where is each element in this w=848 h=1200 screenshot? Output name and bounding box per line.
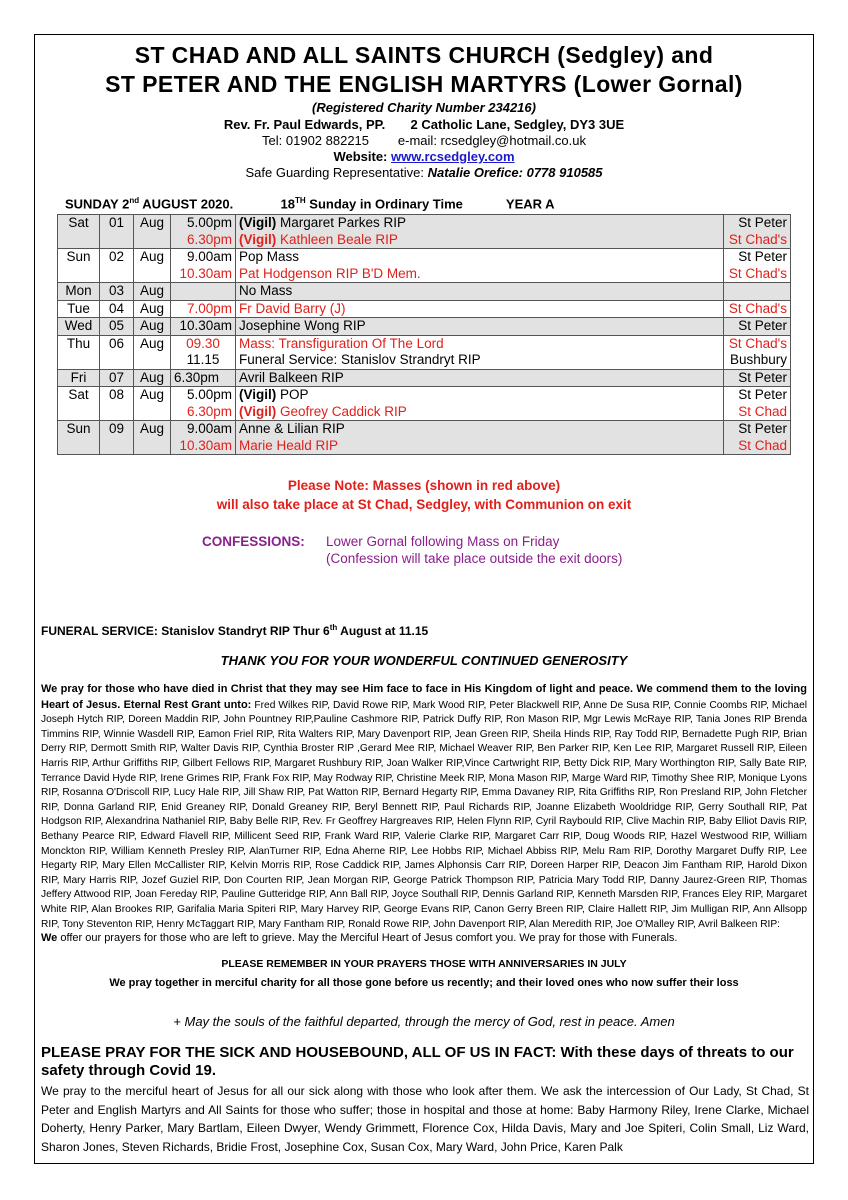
intention-text: Mass: Transfiguration Of The Lord	[239, 335, 444, 351]
schedule-day: Fri	[58, 369, 100, 387]
thanks-heading: THANK YOU FOR YOUR WONDERFUL CONTINUED GENEROSITY	[220, 653, 628, 668]
intention-text: Fr David Barry (J)	[239, 300, 346, 316]
schedule-date: 04	[100, 300, 134, 318]
mass-intention	[239, 232, 720, 249]
mass-church: St Peter	[738, 421, 787, 436]
mass-intention	[239, 421, 720, 438]
schedule-church	[724, 318, 791, 336]
schedule-day: Sat	[58, 387, 100, 421]
schedule-row	[58, 335, 791, 369]
charity-line: We pray together in merciful charity for all those gone before us recently; and their loved ones who now suffer their loss	[109, 977, 739, 989]
safeguarding-line	[0, 165, 848, 180]
mass-intention	[239, 215, 720, 232]
schedule-date: 01	[100, 215, 134, 249]
schedule-intention	[236, 300, 724, 318]
mass-intention	[239, 404, 720, 421]
schedule-row	[58, 369, 791, 387]
schedule-month: Aug	[134, 283, 171, 301]
address: 2 Catholic Lane, Sedgley, DY3 3UE	[410, 117, 625, 132]
schedule-time	[171, 369, 236, 387]
telephone: Tel: 01902 882215	[262, 133, 370, 148]
week-name: Sunday in Ordinary Time	[305, 196, 463, 212]
schedule-date: 02	[100, 249, 134, 283]
intention-text: Geofrey Caddick RIP	[276, 403, 407, 419]
website-label: Website:	[333, 149, 388, 164]
sick-list: We pray to the merciful heart of Jesus for all our sick along with those who look after them. We ask the intercession of Our Lady, St Chad, St Peter and English Martyrs and All Saints for those who suffer; those in hospital and those at home: Baby Harmony Riley, Irene Clarke, Michael Doherty, Henry Parker, Mary Bartlam, Eileen Dwyer, Wendy Grimmett, Florence Cox, Hilda Davis, Mary and Joe Spiteri, Colin Small, Liz Ward, Sharon Jones, Steven Richards, Bridie Frost, Josephine Cox, Susan Cox, Mary Ward, John Price, Karen Palk	[41, 1084, 809, 1154]
mass-intention	[239, 370, 720, 387]
schedule-church	[724, 335, 791, 369]
mass-church: St Peter	[738, 369, 787, 385]
intention-text: Funeral Service: Stanislov Strandryt RIP	[239, 352, 481, 367]
schedule-month: Aug	[134, 318, 171, 336]
funeral-text: FUNERAL SERVICE: Stanislov Standryt RIP Thur 6	[41, 624, 330, 638]
schedule-time	[171, 387, 236, 421]
mass-intention	[239, 387, 720, 404]
mass-schedule-table	[57, 214, 791, 455]
mass-time: 10.30am	[179, 318, 232, 333]
mass-intention	[239, 301, 720, 318]
mass-time: 9.00am	[186, 249, 232, 264]
mass-church: St Chad's	[728, 265, 787, 281]
anniversaries-heading: PLEASE REMEMBER IN YOUR PRAYERS THOSE WITH ANNIVERSARIES IN JULY	[221, 958, 627, 970]
schedule-month: Aug	[134, 215, 171, 249]
charity-number: (Registered Charity Number 234216)	[312, 100, 536, 115]
grieve-line	[41, 932, 677, 944]
schedule-church	[724, 249, 791, 283]
intention-text: No Mass	[239, 283, 293, 298]
schedule-day: Sun	[58, 249, 100, 283]
schedule-intention	[236, 369, 724, 387]
schedule-time	[171, 215, 236, 249]
schedule-church	[724, 283, 791, 301]
mass-time: 11.15	[186, 352, 220, 367]
schedule-date: 05	[100, 318, 134, 336]
mass-time: 09.30	[186, 335, 220, 351]
mass-church: St Peter	[738, 249, 787, 264]
liturgical-year: YEAR A	[505, 196, 555, 212]
schedule-day: Mon	[58, 283, 100, 301]
mass-church: Bushbury	[729, 352, 787, 367]
mass-church: St Chad's	[728, 231, 787, 247]
schedule-time	[171, 421, 236, 455]
vigil-label: (Vigil)	[239, 231, 277, 247]
mass-intention	[239, 283, 720, 300]
schedule-row	[58, 249, 791, 283]
note-line2: will also take place at St Chad, Sedgley, with Communion on exit	[216, 497, 632, 512]
church-title-line1: ST CHAD AND ALL SAINTS CHURCH (Sedgley) and	[134, 42, 714, 68]
mass-time: 6.30pm	[186, 231, 232, 247]
mass-church: St Chad	[738, 437, 787, 453]
schedule-row	[58, 300, 791, 318]
schedule-time	[171, 335, 236, 369]
mass-time: 6.30pm	[186, 403, 232, 419]
mass-time: 5.00pm	[186, 215, 232, 230]
schedule-intention	[236, 318, 724, 336]
intention-text: Josephine Wong RIP	[239, 318, 366, 333]
schedule-day: Thu	[58, 335, 100, 369]
schedule-intention	[236, 249, 724, 283]
schedule-church	[724, 369, 791, 387]
schedule-church	[724, 421, 791, 455]
schedule-date: 08	[100, 387, 134, 421]
confessions-line2: (Confession will take place outside the exit doors)	[326, 551, 623, 566]
mass-time: 10.30am	[179, 437, 232, 453]
safeguarding-label: Safe Guarding Representative:	[245, 165, 424, 180]
schedule-time	[171, 300, 236, 318]
schedule-month: Aug	[134, 387, 171, 421]
priest-name: Rev. Fr. Paul Edwards, PP.	[223, 117, 386, 132]
schedule-day: Wed	[58, 318, 100, 336]
mass-intention	[239, 249, 720, 266]
schedule-row	[58, 421, 791, 455]
schedule-date: 07	[100, 369, 134, 387]
schedule-church	[724, 387, 791, 421]
schedule-church	[724, 300, 791, 318]
week-number: 18	[280, 196, 295, 212]
schedule-church	[724, 215, 791, 249]
schedule-month: Aug	[134, 249, 171, 283]
website-link[interactable]: www.rcsedgley.com	[391, 149, 515, 164]
intention-text: Pat Hodgenson RIP B'D Mem.	[239, 265, 421, 281]
schedule-intention	[236, 215, 724, 249]
mass-time: 5.00pm	[186, 387, 232, 402]
intention-text: Pop Mass	[239, 249, 300, 264]
confessions-line1: Lower Gornal following Mass on Friday	[326, 534, 560, 549]
schedule-time	[171, 318, 236, 336]
mass-intention	[239, 352, 720, 369]
schedule-day: Tue	[58, 300, 100, 318]
week-sup: TH	[294, 196, 306, 205]
intention-text: POP	[276, 387, 309, 402]
schedule-row	[58, 283, 791, 301]
sunday-line	[65, 196, 555, 211]
sick-heading: PLEASE PRAY FOR THE SICK AND HOUSEBOUND, ALL OF US IN FACT: With these days of threats to our safety through Covid 19.	[41, 1044, 794, 1079]
safeguarding-name: Natalie Orefice: 0778 910585	[427, 165, 603, 180]
schedule-intention	[236, 421, 724, 455]
schedule-time	[171, 283, 236, 301]
prayer-for-dead	[41, 682, 807, 932]
intention-text: Avril Balkeen RIP	[239, 369, 344, 385]
schedule-date: 03	[100, 283, 134, 301]
schedule-time	[171, 249, 236, 283]
intention-text: Kathleen Beale RIP	[276, 231, 398, 247]
mass-time: 10.30am	[179, 265, 232, 281]
mass-church: St Peter	[738, 387, 787, 402]
schedule-row	[58, 387, 791, 421]
contact-line	[0, 133, 848, 148]
schedule-date: 09	[100, 421, 134, 455]
schedule-month: Aug	[134, 300, 171, 318]
mass-intention	[239, 318, 720, 335]
confessions-label: CONFESSIONS:	[202, 534, 305, 549]
mass-church: St Peter	[738, 318, 787, 333]
vigil-label: (Vigil)	[239, 387, 277, 402]
website-line	[0, 149, 848, 164]
mass-church: St Chad's	[728, 300, 787, 316]
mass-intention	[239, 438, 720, 455]
schedule-row	[58, 215, 791, 249]
schedule-month: Aug	[134, 421, 171, 455]
intention-text: Margaret Parkes RIP	[276, 215, 407, 230]
church-title-line2: ST PETER AND THE ENGLISH MARTYRS (Lower Gornal)	[105, 71, 743, 97]
schedule-month: Aug	[134, 335, 171, 369]
mass-church: St Peter	[738, 215, 787, 230]
mass-intention	[239, 266, 720, 283]
priest-address	[0, 117, 848, 132]
souls-prayer: + May the souls of the faithful departed, through the mercy of God, rest in peace. Amen	[173, 1014, 675, 1029]
schedule-intention	[236, 283, 724, 301]
vigil-label: (Vigil)	[239, 403, 277, 419]
funeral-time: August at 11.15	[337, 624, 429, 638]
mass-time: 9.00am	[186, 421, 232, 436]
funeral-sup: th	[329, 623, 338, 632]
deceased-names: Fred Wilkes RIP, David Rowe RIP, Mark Wood RIP, Peter Blackwell RIP, Anne De Susa RIP, Connie Coombs RIP, Michael Joseph Hytch RIP, Doreen Maddin RIP, John Pountney RIP,Pauline Cashmore RIP, Patrick Duffy RIP, Ron Mason RIP, Mgr Lewis McRaye RIP, Tania Jones RIP Brenda Timmins RIP, Winnie Wasdell RIP, Eamon Friel RIP, Rita Walters RIP, Mary Davenport RIP, Jean Green RIP, Sheila Hinds RIP, Ray Todd RIP, Bernadette Pugh RIP, Brian Derry RIP, Dermott Smith RIP, Walter Davis RIP, Cynthia Broster RIP ,Gerard Mee RIP, Michael Weaver RIP, Ben Parker RIP, Ken Lee RIP, Margaret Russell RIP, Eileen Harris RIP, Arthur Griffiths RIP, Gilbert Fellows RIP, Margaret Rushbury RIP, Joan Walker RIP,Vince Cartwright RIP, Betty Dick RIP, Mary Worthington RIP, Sally Bate RIP, Terrance David Hyde RIP, Irene Grimes RIP, Frank Fox RIP, May Rodway RIP, Christine Meek RIP, Mona Mason RIP, Marge Ward RIP, Timothy Shee RIP, Monique Lyons RIP, Rosanna O'Driscoll RIP, Lucy Hale RIP, Jill Shaw RIP, Pat Watton RIP, Bernard Hegarty RIP, Emma Davaney RIP, Rita Griffiths RIP, Ron Presland RIP, John Fletcher RIP, Donna Garland RIP, Enid Greaney RIP, Donald Greaney RIP, Beryl Bennett RIP, Paul Richards RIP, Joanne Elizabeth Wooldridge RIP, Gerry Southall RIP, Pat Hodgson RIP, Alexandrina Nathaniel RIP, Baby Belle RIP, Rev. Fr Geoffrey Hargreaves RIP, Helen Flynn RIP, Cyril Raybould RIP, Clive Machin RIP, Baby Elliot Davis RIP, Bethany Pearce RIP, Edward Flavell RIP, Millicent Seed RIP, Frank Ward RIP, Valerie Clarke RIP, Margaret Carr RIP, Doug Woods RIP, Hazel Westwood RIP, William Monckton RIP, William Kenneth Presley RIP, AlanTurner RIP, Edna Aherne RIP, Lee Hobbs RIP, Michael Abbiss RIP, Melu Ram RIP, Dorothy Margaret Duffy RIP, Lee Hegarty RIP, Mary Ellen McCallister RIP, Kelvin Morris RIP, Rose Caddick RIP, James Alphonsis Carr RIP, Doreen Harper RIP, Deacon Jim Fantham RIP, Harold Dixon RIP, Mary Harris RIP, Jozef Guziel RIP, Don Courten RIP, Jean Morgan RIP, George Patrick Thompson RIP, Patricia Mary Todd RIP, Danny Jaurez-Green RIP, Thomas Jeffery Attwood RIP, Joan Fereday RIP, Pauline Gutteridge RIP, Ann Ball RIP, Joyce Southall RIP, Dennis Garland RIP, Kenneth Marsden RIP, Frances Eley RIP, Margaret White RIP, Alan Brookes RIP, Garifalia Maria Spiteri RIP, Mary Harvey RIP, George Evans RIP, Canon Gerry Breen RIP, Claire Hallett RIP, Jim Mulligan RIP, Ann Allsopp RIP, Tony Steventon RIP, Henry McTaggart RIP, Mary Fantham RIP, Ronald Rowe RIP, John Davenport RIP, Alan Meredith RIP, Joe O'Malley RIP, Avril Balkeen RIP:	[41, 699, 808, 930]
mass-church: St Chad	[738, 403, 787, 419]
schedule-day: Sun	[58, 421, 100, 455]
mass-intention	[239, 336, 720, 353]
email: e-mail: rcsedgley@hotmail.co.uk	[397, 133, 586, 148]
grieve-text: offer our prayers for those who are left to grieve. May the Merciful Heart of Jesus comfort you. We pray for those with Funerals.	[57, 932, 678, 944]
schedule-intention	[236, 387, 724, 421]
sunday-date: SUNDAY 2	[65, 196, 130, 212]
schedule-month: Aug	[134, 369, 171, 387]
sunday-date-sup: nd	[129, 196, 140, 205]
intention-text: Anne & Lilian RIP	[239, 421, 345, 436]
grieve-we: We	[41, 932, 58, 944]
schedule-intention	[236, 335, 724, 369]
schedule-date: 06	[100, 335, 134, 369]
prayer-intro: We pray for those who have died in Christ that they may see Him face to face in His Kingdom of light and peace. We commend them to the loving Heart of Jesus. Eternal Rest Grant unto:	[41, 683, 807, 711]
mass-church: St Chad's	[728, 335, 787, 351]
vigil-label: (Vigil)	[239, 215, 277, 230]
intention-text: Marie Heald RIP	[239, 437, 339, 453]
schedule-day: Sat	[58, 215, 100, 249]
funeral-service-line	[41, 623, 428, 638]
mass-time: 6.30pm	[174, 369, 220, 385]
note-line1: Please Note: Masses (shown in red above)	[287, 478, 561, 493]
sunday-date-rest: AUGUST 2020.	[139, 196, 234, 212]
mass-time: 7.00pm	[186, 300, 232, 316]
schedule-row	[58, 318, 791, 336]
